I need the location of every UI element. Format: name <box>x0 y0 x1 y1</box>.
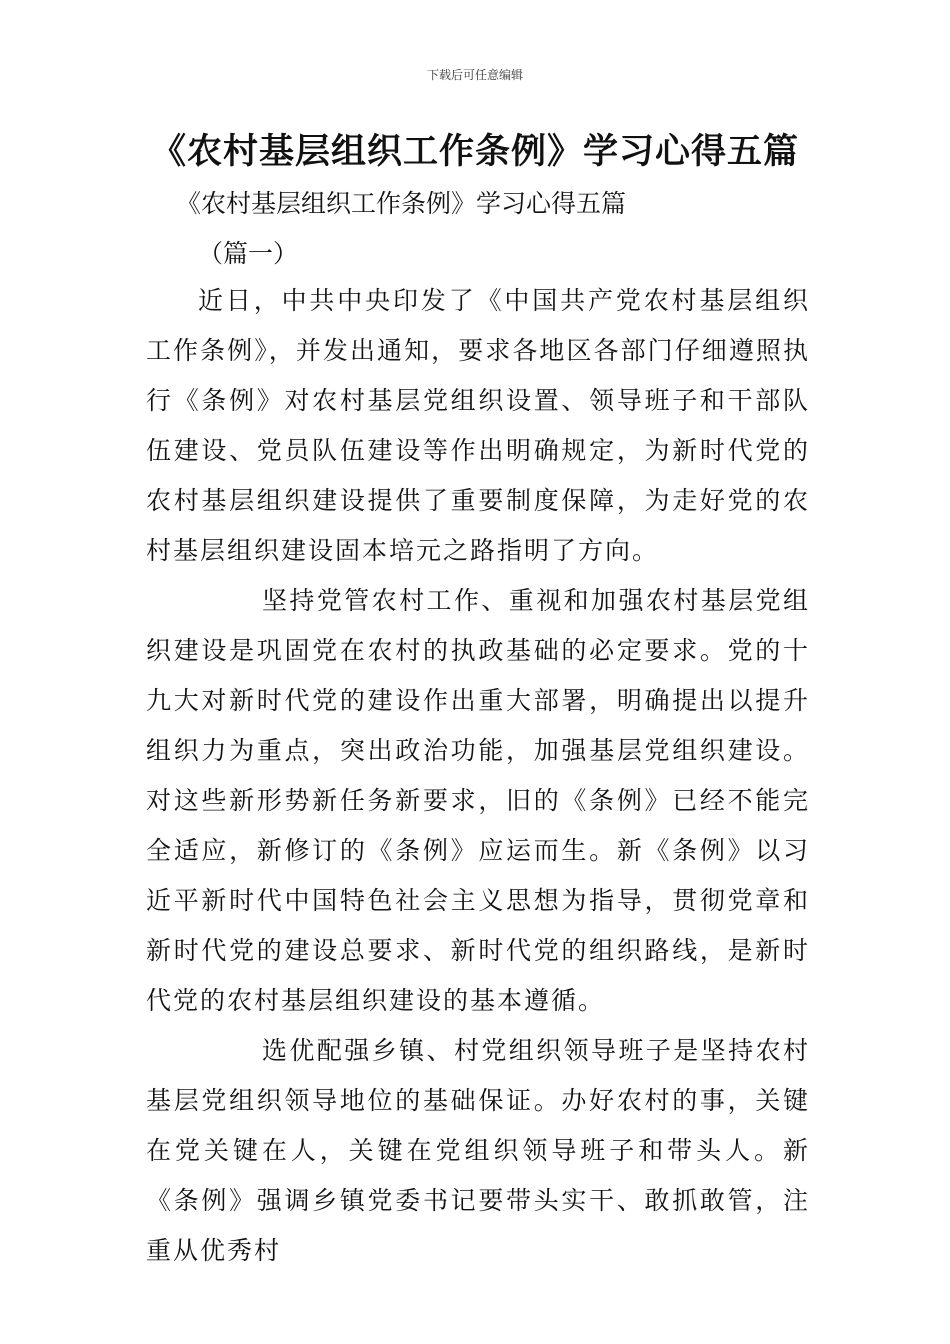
section-label: （篇一） <box>198 239 299 268</box>
document-subtitle: 《农村基层组织工作条例》学习心得五篇 <box>176 189 627 218</box>
body-text <box>146 276 810 1276</box>
paragraph-2: 坚持党管农村工作、重视和加强农村基层党组织建设是巩固党在农村的执政基础的必定要求。党的十九大对新时代党的建设作出重大部署，明确提出以提升组织力为重点，突出政治功能，加强基层党组织建设。对这些新形势新任务新要求，旧的《条例》已经不能完全适应，新修订的《条例》应运而生。新《条例》以习近平新时代中国特色社会主义思想为指导，贯彻党章和新时代党的建设总要求、新时代党的组织路线，是新时代党的农村基层组织建设的基本遵循。 <box>146 586 810 1015</box>
paragraph-1: 近日，中共中央印发了《中国共产党农村基层组织工作条例》，并发出通知，要求各地区各部门仔细遵照执行《条例》对农村基层党组织设置、领导班子和干部队伍建设、党员队伍建设等作出明确规定，为新时代党的农村基层组织建设提供了重要制度保障，为走好党的农村基层组织建设固本培元之路指明了方向。 <box>146 286 810 565</box>
header-note: 下载后可任意编辑 <box>426 68 523 82</box>
paragraph-3: 选优配强乡镇、村党组织领导班子是坚持农村基层党组织领导地位的基础保证。办好农村的事，关键在党关键在人，关键在党组织领导班子和带头人。新《条例》强调乡镇党委书记要带头实干、敢抓敢管，注重从优秀村 <box>146 1036 810 1265</box>
document-title: 《农村基层组织工作条例》学习心得五篇 <box>150 132 799 172</box>
